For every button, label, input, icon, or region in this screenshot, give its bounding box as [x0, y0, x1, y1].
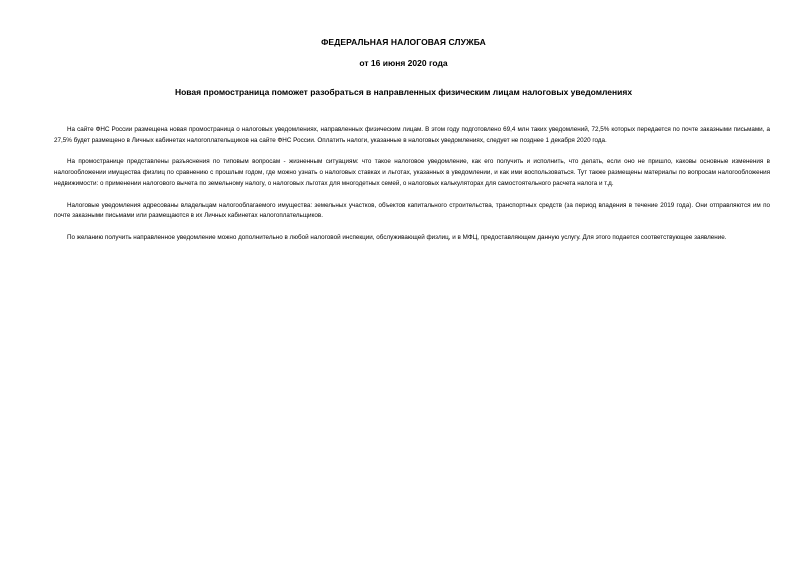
paragraph: Налоговые уведомления адресованы владельцам налогооблагаемого имущества: земельных участков, объектов капитального строительства, транспортных средств (за период владения в течение 2019 года). Они отправляются им по почте заказными письмами или размещаются в их Личных кабинетах налогоплательщиков.	[54, 201, 770, 220]
paragraph: На промостранице представлены разъяснения по типовым вопросам - жизненным ситуациям: что такое налоговое уведомление, как его получить и исполнить, что делать, если оно не пришло, каковы основные изменения в налогообложении имущества физлиц по сравнению с прошлым годом, где можно узнать о налоговых ставках и льготах, указанных в уведомлении, и как ими воспользоваться. Тут также размещены материалы по вопросам налогообложения недвижимости: о применении налогового вычета по земельному налогу, о налоговых льготах для многодетных семей, о налоговых калькуляторах для самостоятельного расчета налога и т.д.	[54, 158, 770, 187]
paragraph: На сайте ФНС России размещена новая промостраница о налоговых уведомлениях, направленных физическим лицам. В этом году подготовлено 69,4 млн таких уведомлений, 72,5% которых передается по почте заказными письмами, а 27,5% будет размещено в Личных кабинетах налогоплательщиков на сайте ФНС России. Оплатить налоги, указанные в налоговых уведомлениях, следует не позднее 1 декабря 2020 года.	[54, 126, 770, 144]
document-date: от 16 июня 2020 года	[359, 58, 448, 68]
document-body	[54, 125, 770, 255]
paragraph: По желанию получить направленное уведомление можно дополнительно в любой налоговой инспекции, обслуживающей физлиц, и в МФЦ, предоставляющем данную услугу. Для этого подается соответствующее заявление.	[67, 233, 727, 241]
organization-header: ФЕДЕРАЛЬНАЯ НАЛОГОВАЯ СЛУЖБА	[321, 37, 486, 47]
document-title: Новая промостраница поможет разобраться в направленных физическим лицам налоговых уведомлениях	[174, 87, 633, 97]
